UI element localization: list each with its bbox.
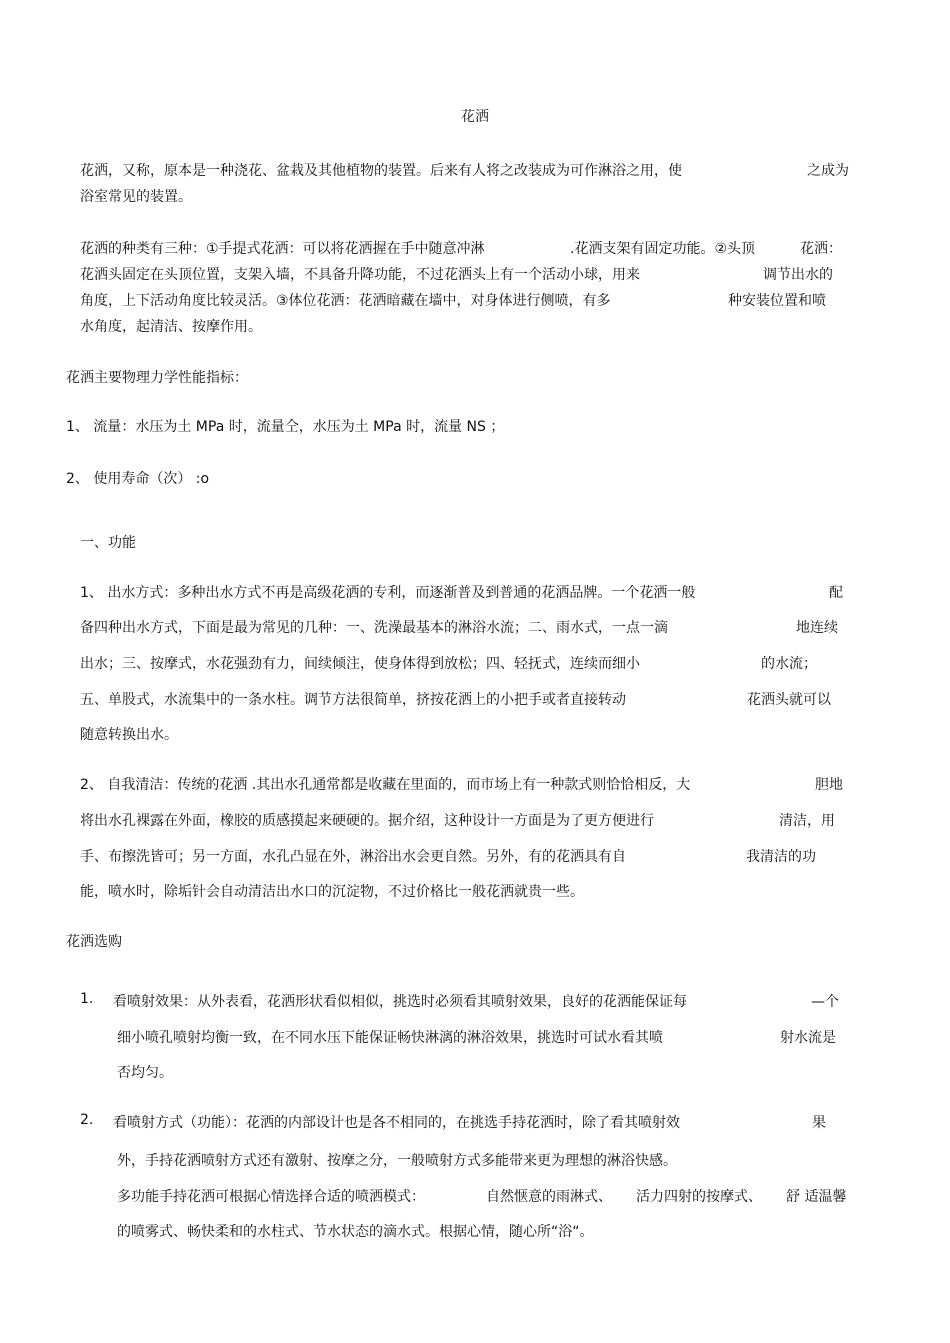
intro-line-1: 花洒，又称，原本是一种浇花、盆栽及其他植物的装置。后来有人将之改装成为可作淋浴之用，使 [80,163,682,179]
types-line-3: 角度，上下活动角度比较灵活。③体位花洒：花洒暗藏在墙中，对身体进行侧喷，有多 [80,293,611,309]
intro-line-2: 浴室常见的装置。 [80,189,192,205]
function-p1-line-1-tail: 配 [829,585,843,601]
purchase-item-2-line-4: 的喷雾式、畅快柔和的水柱式、节水状态的滴水式。根据心情，随心所“浴“。 [117,1224,594,1240]
function-p2-line-2-tail: 清洁，用 [779,813,835,829]
page-title: 花洒 [461,109,489,125]
types-line-1: 花洒的种类有三种：①手提式花洒：可以将花洒握在手中随意冲淋 [80,241,485,257]
function-p1-line-3: 出水；三、按摩式，水花强劲有力，间续倾注，使身体得到放松；四、轻抚式，连续而细小 [80,656,640,672]
purchase-item-2-line-3-seg-1: 自然惬意的雨淋式、 [486,1189,612,1205]
purchase-item-1-line-3: 否均匀。 [117,1065,173,1081]
function-p1-line-5: 随意转换出水。 [80,727,178,743]
function-p2-line-3: 手、布擦洗皆可；另一方面，水孔凸显在外，淋浴出水会更自然。另外，有的花洒具有自 [80,849,626,865]
types-line-2-tail: 调节出水的 [763,267,833,283]
types-line-4: 水角度，起清洁、按摩作用。 [80,319,262,335]
purchase-item-2-line-2: 外，手持花洒喷射方式还有激射、按摩之分，一般喷射方式多能带来更为理想的淋浴快感。 [117,1153,677,1169]
types-line-1-mid: .花洒支架有固定功能。②头顶 [570,241,756,257]
function-p2-line-2: 将出水孔裸露在外面，橡胶的质感摸起来硬硬的。据介绍，这种设计一方面是为了更方便进行 [80,813,654,829]
function-p2-line-3-tail: 我清洁的功 [746,849,816,865]
function-p1-line-1: 1、 出水方式：多种出水方式不再是高级花洒的专利，而逐渐普及到普通的花洒品牌。一个花洒一般 [80,585,696,601]
purchase-item-1-line-1: 看喷射效果：从外表看，花洒形状看似相似，挑选时必须看其喷射效果，良好的花洒能保证每 [113,994,687,1010]
specs-heading: 花洒主要物理力学性能指标： [66,370,248,386]
purchase-item-1-line-2: 细小喷孔喷射均衡一致，在不同水压下能保证畅快淋漓的淋浴效果，挑选时可试水看其喷 [117,1030,663,1046]
purchase-item-2-number: 2. [80,1112,94,1128]
purchase-item-2-line-1: 看喷射方式（功能）：花洒的内部设计也是各不相同的，在挑选手持花洒时，除了看其喷射效 [113,1115,680,1131]
purchase-item-2-line-3: 多功能手持花洒可根据心情选择合适的喷洒模式： [117,1189,425,1205]
function-p2-line-1: 2、 自我清洁：传统的花洒 .其出水孔通常都是收藏在里面的，而市场上有一种款式则恰恰相反，大 [80,777,691,793]
purchase-item-2-line-1-tail: 果 [812,1115,826,1131]
purchase-item-2-line-3-seg-2: 活力四射的按摩式、 [636,1189,762,1205]
function-p1-line-2-tail: 地连续 [796,620,838,636]
purchase-heading: 花洒选购 [66,934,122,950]
function-p1-line-4-tail: 花洒头就可以 [747,692,831,708]
function-p1-line-2: 备四种出水方式，下面是最为常见的几种：一、洗澡最基本的淋浴水流；二、雨水式，一点一滴 [80,620,668,636]
function-p2-line-4: 能，喷水时，除垢针会自动清洁出水口的沉淀物，不过价格比一般花洒就贵一些。 [80,884,584,900]
function-p1-line-3-tail: 的水流； [761,656,817,672]
purchase-item-1-line-1-tail: —个 [811,994,839,1010]
purchase-item-1-number: 1. [80,991,94,1007]
purchase-item-1-line-2-tail: 射水流是 [780,1030,836,1046]
specs-item-1: 1、 流量：水压为土 MPa 时，流量仝，水压为土 MPa 时，流量 NS ； [66,419,505,435]
function-p2-line-1-tail: 胆地 [815,777,843,793]
types-line-1-tail: 花洒： [800,241,842,257]
types-line-3-tail: 种安装位置和喷 [728,293,826,309]
specs-item-2: 2、 使用寿命（次） :o [66,471,210,487]
function-heading: 一、功能 [80,535,136,551]
function-p1-line-4: 五、单股式，水流集中的一条水柱。调节方法很简单，挤按花洒上的小把手或者直接转动 [80,692,626,708]
types-line-2: 花洒头固定在头顶位置，支架入墙，不具备升降功能，不过花洒头上有一个活动小球，用来 [80,267,640,283]
intro-line-1-tail: 之成为 [807,163,849,179]
purchase-item-2-line-3-seg-3: 舒 适温馨 [786,1189,847,1205]
